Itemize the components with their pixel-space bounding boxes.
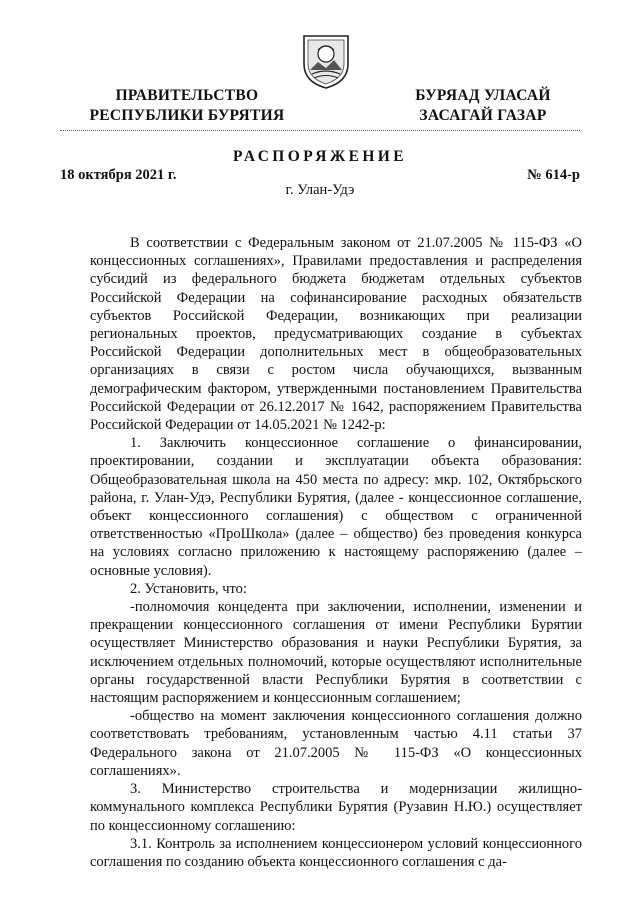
paragraph-item-1: 1. Заключить концессионное соглашение о финансировании, проектировании, создании и эксплуатации объекта образования: Общеобразовательная школа на 450 места по адресу: мкр. 102, Октябрьского района, г. Улан-Удэ, Республики Бурятия, (далее - концессионное соглашение, объект концессионного соглашения) с обществом с ограниченной ответственностью «ПроШкола» (далее – общество) без проведения конкурса на условиях согласно приложению к настоящему распоряжению (далее – основные условия). (90, 435, 582, 579)
document-number: № 614-р (527, 167, 580, 183)
government-name-ru-line1: ПРАВИТЕЛЬСТВО (115, 87, 259, 104)
coat-of-arms-of-buryatia-icon (298, 30, 354, 90)
government-name-bua-line2: ЗАСАГАЙ ГАЗАР (419, 107, 547, 124)
government-name-ru (72, 86, 302, 126)
document-title: РАСПОРЯЖЕНИЕ (232, 148, 408, 165)
government-name-ru-line2: РЕСПУБЛИКИ БУРЯТИЯ (89, 107, 285, 124)
government-name-bua-line1: БУРЯАД УЛАСАЙ (415, 87, 551, 104)
paragraph-item-2-b: -общество на момент заключения концессионного соглашения должно соответствовать требованиям, установленным частью 4.11 статьи 37 Федерального закона от 21.07.2005 № 115-ФЗ «О концессионных соглашениях». (90, 708, 582, 779)
paragraph-preamble: В соответствии с Федеральным законом от 21.07.2005 № 115-ФЗ «О концессионных соглашениях», Правилами предоставления и распределения субсидий из федерального бюджета бюджетам отдельных субъектов Российской Федерации на софинансирование расходных обязательств субъектов Российской Федерации, возникающих при реализации региональных проектов, предусматривающих создание в субъектах Российской Федерации дополнительных мест в общеобразовательных организациях в связи с ростом числа обучающихся, вызванным демографическим фактором, утвержденными постановлением Правительства Российской Федерации от 26.12.2017 № 1642, распоряжением Правительства Российской Федерации от 14.05.2021 № 1242-р: (90, 235, 582, 434)
paragraph-item-3-1: 3.1. Контроль за исполнением концессионером условий концессионного соглашения по созданию объекта концессионного соглашения с да- (90, 835, 582, 870)
paragraph-item-3: 3. Министерство строительства и модернизации жилищно-коммунального комплекса Республики Бурятия (Рузавин Н.Ю.) осуществляет по концессионному соглашению: (90, 781, 582, 834)
paragraph-item-2-a: -полномочия концедента при заключении, исполнении, изменении и прекращении концессионного соглашения от имени Республики Бурятии осуществляет Министерство образования и науки Республики Бурятия, за исключением отдельных полномочий, которые осуществляют исполнительные органы государственной власти Республики Бурятия в соответствии с настоящим распоряжением и концессионным соглашением; (90, 599, 582, 707)
header-divider (60, 130, 580, 131)
paragraph-item-2: 2. Установить, что: (130, 580, 247, 597)
document-city: г. Улан-Удэ (285, 182, 355, 198)
document-date: 18 октября 2021 г. (60, 167, 177, 183)
government-name-bua (398, 86, 568, 126)
document-body (90, 234, 582, 871)
